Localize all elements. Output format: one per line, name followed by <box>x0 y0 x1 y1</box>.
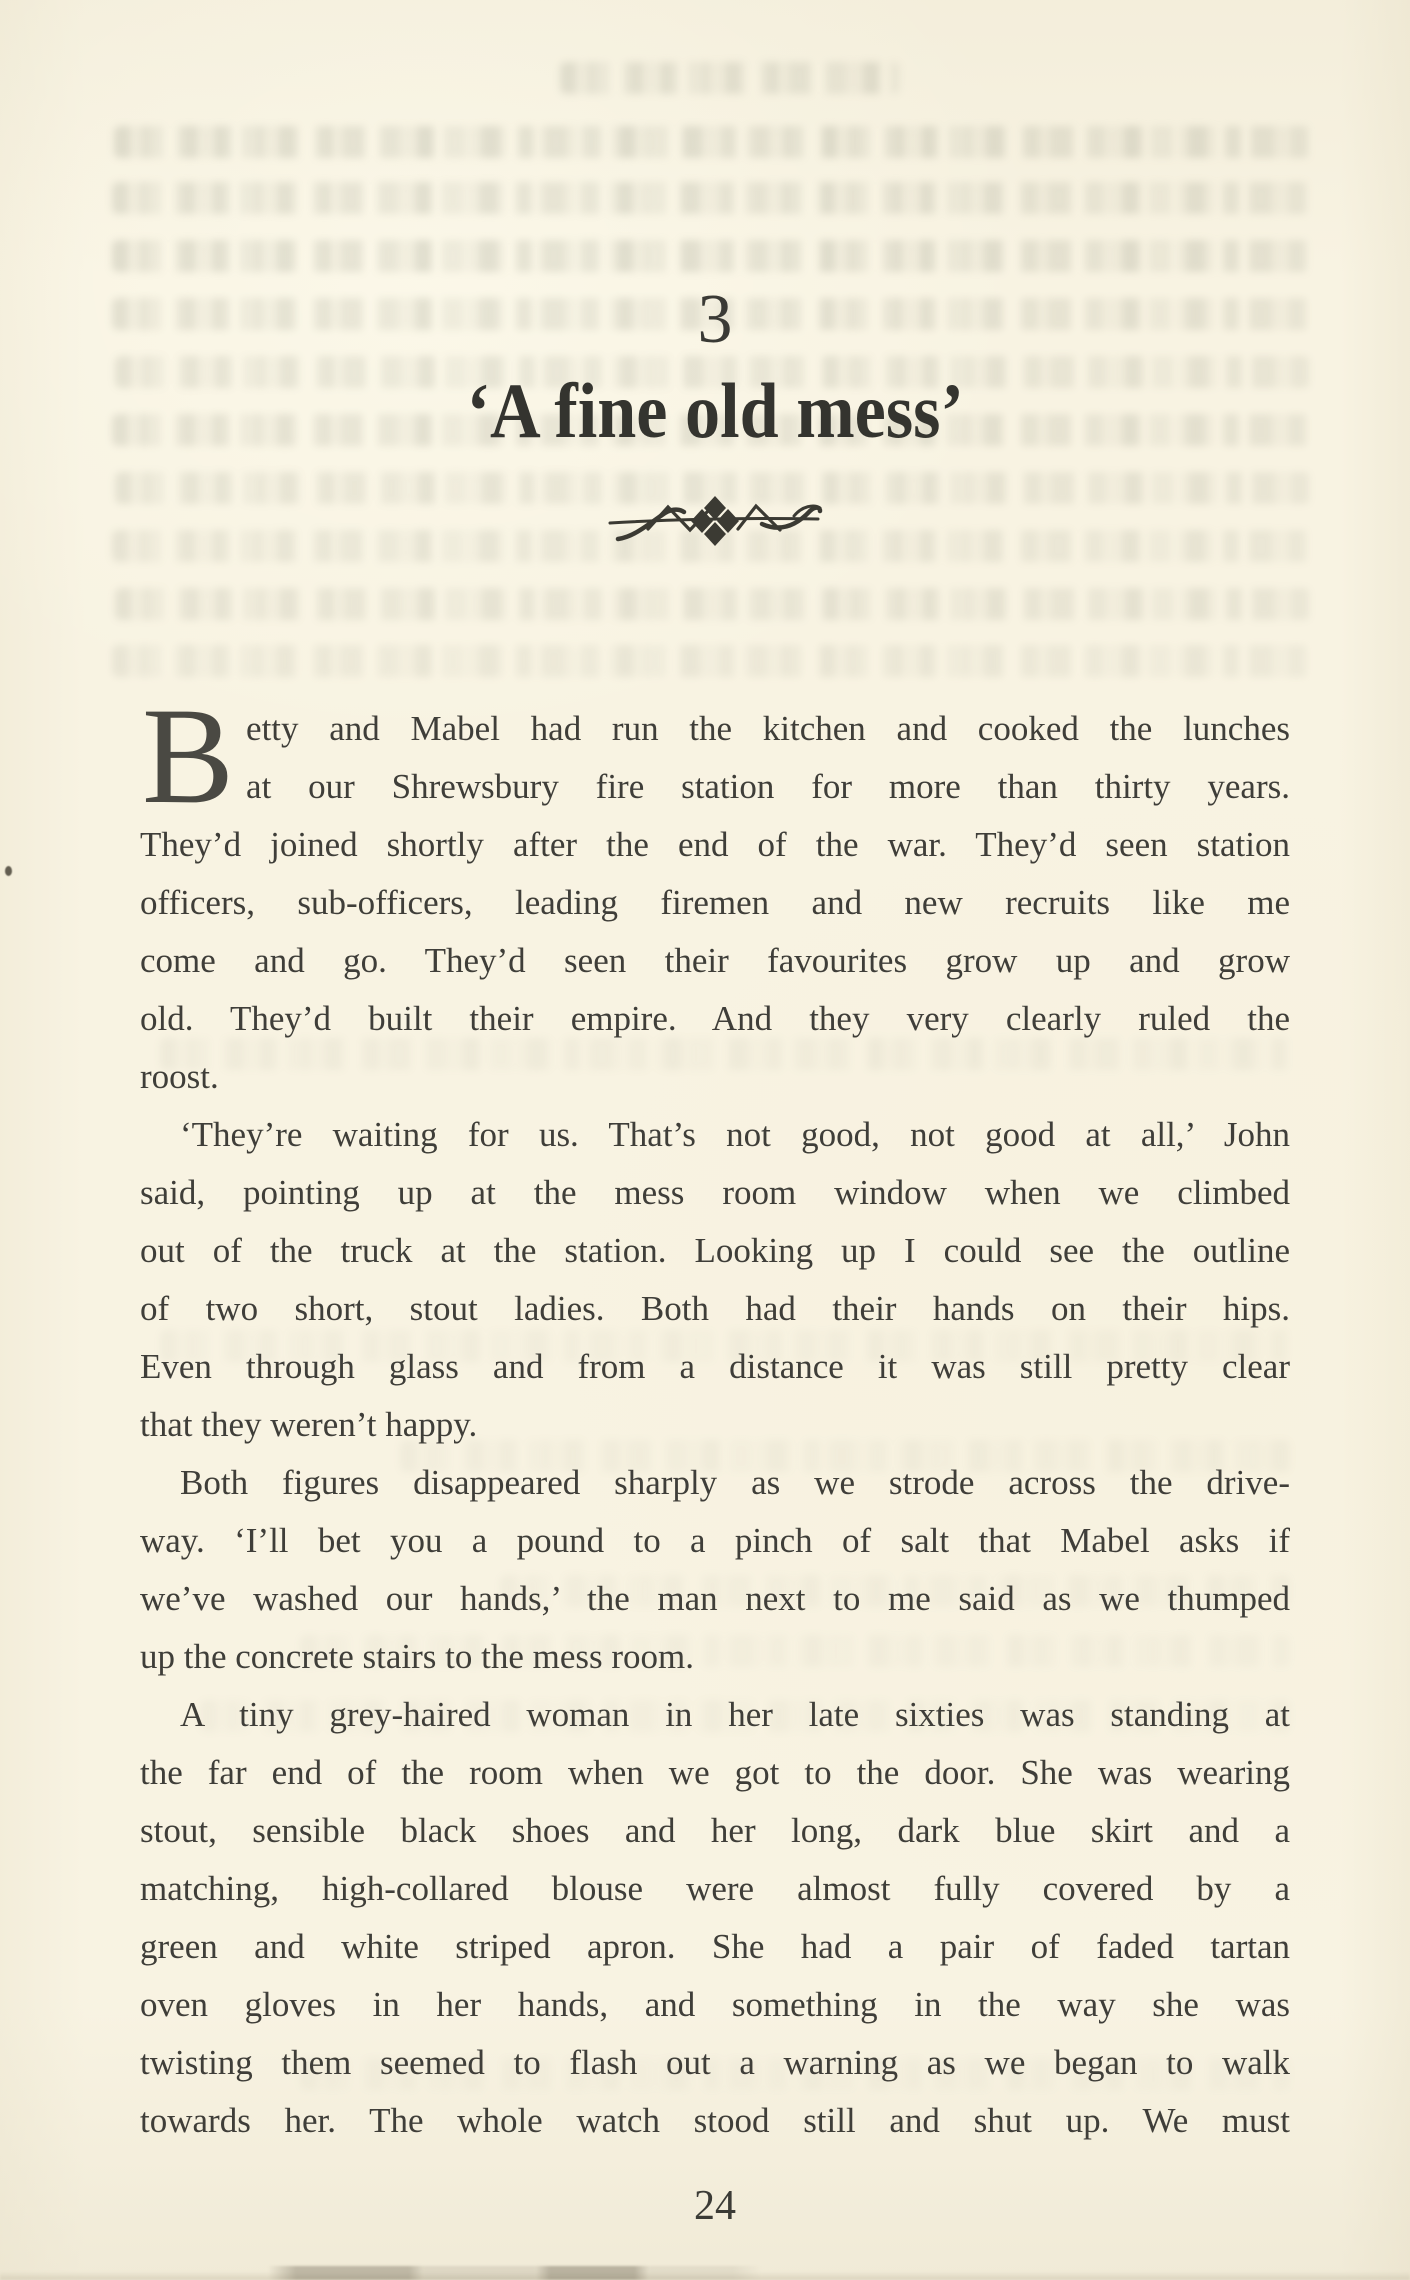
body-line: old. They’d built their empire. And they very clearly ruled the <box>140 999 1290 1038</box>
page-bottom-edge <box>0 2266 1410 2280</box>
flourish-ornament-icon <box>604 492 826 548</box>
chapter-title-text: ‘A fine old mess’ <box>466 367 964 454</box>
body-line: out of the truck at the station. Looking up I could see the outline <box>140 1231 1290 1270</box>
body-line: of two short, stout ladies. Both had their hands on their hips. <box>140 1289 1290 1328</box>
body-line: towards her. The whole watch stood still and shut up. We must <box>140 2101 1290 2140</box>
body-line: roost. <box>140 1057 219 1096</box>
drop-cap: B <box>142 679 235 832</box>
paper-speck <box>5 866 12 876</box>
body-line: oven gloves in her hands, and something in the way she was <box>140 1985 1290 2024</box>
body-line: A tiny grey-haired woman in her late sixties was standing at <box>180 1695 1290 1734</box>
body-text <box>140 679 1290 2150</box>
bleedthrough-band <box>115 588 1310 620</box>
bleedthrough-band <box>560 62 900 94</box>
body-line: etty and Mabel had run the kitchen and cooked the lunches <box>246 709 1290 748</box>
body-line: Even through glass and from a distance it was still pretty clear <box>140 1347 1290 1386</box>
body-line: at our Shrewsbury fire station for more than thirty years. <box>246 767 1290 806</box>
bleedthrough-band <box>112 182 1310 214</box>
paragraph <box>140 1106 1290 1454</box>
body-line: ‘They’re waiting for us. That’s not good, not good at all,’ John <box>180 1115 1290 1154</box>
bleedthrough-band <box>114 126 1310 158</box>
body-line: They’d joined shortly after the end of the war. They’d seen station <box>140 825 1290 864</box>
flourish-ornament-wrap <box>140 492 1290 548</box>
chapter-number: 3 <box>697 281 733 358</box>
paragraph <box>140 1686 1290 2150</box>
body-line: that they weren’t happy. <box>140 1405 478 1444</box>
body-line: way. ‘I’ll bet you a pound to a pinch of salt that Mabel asks if <box>140 1521 1290 1560</box>
body-line: come and go. They’d seen their favourites grow up and grow <box>140 941 1290 980</box>
paragraph <box>140 1454 1290 1686</box>
body-line: Both figures disappeared sharply as we strode across the drive- <box>180 1463 1290 1502</box>
chapter-title <box>140 367 1290 454</box>
bleedthrough-band <box>112 240 1310 272</box>
page-number: 24 <box>694 2183 736 2229</box>
body-line: we’ve washed our hands,’ the man next to me said as we thumped <box>140 1579 1290 1618</box>
body-line: matching, high-collared blouse were almost fully covered by a <box>140 1869 1290 1908</box>
body-line: said, pointing up at the mess room window when we climbed <box>140 1173 1290 1212</box>
body-line: stout, sensible black shoes and her long, dark blue skirt and a <box>140 1811 1290 1850</box>
body-line: the far end of the room when we got to the door. She was wearing <box>140 1753 1290 1792</box>
body-line: officers, sub-officers, leading firemen and new recruits like me <box>140 883 1290 922</box>
body-line: twisting them seemed to flash out a warning as we began to walk <box>140 2043 1290 2082</box>
body-line: green and white striped apron. She had a pair of faded tartan <box>140 1927 1290 1966</box>
paragraph <box>140 679 1290 1106</box>
body-line: up the concrete stairs to the mess room. <box>140 1637 695 1676</box>
bleedthrough-band <box>112 645 1310 677</box>
